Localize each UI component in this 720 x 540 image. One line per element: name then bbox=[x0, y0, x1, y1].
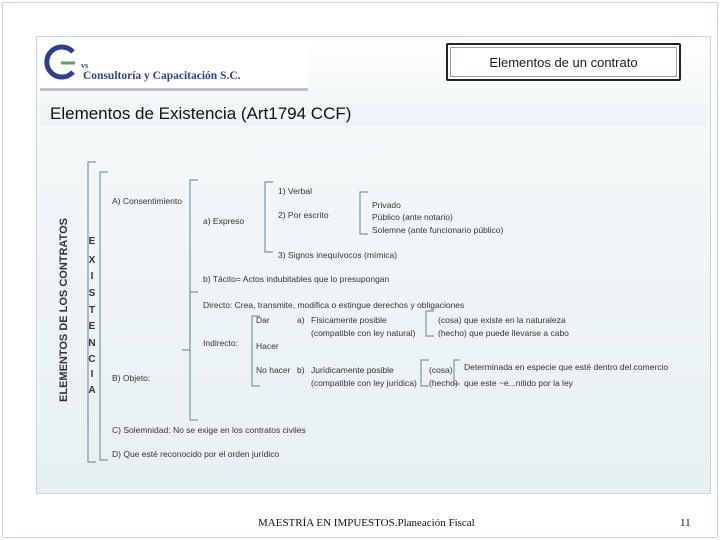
label-objeto: B) Objeto: bbox=[112, 373, 151, 383]
logo-company-name: Consultoría y Capacitación S.C. bbox=[83, 70, 241, 82]
letter-s: S bbox=[88, 288, 96, 299]
label-reconocido: D) Que esté reconocido por el orden jurídico bbox=[112, 449, 280, 459]
label-no-hacer: No hacer bbox=[256, 365, 291, 375]
label-solemne: Solemne (ante funcionario público) bbox=[372, 225, 504, 235]
bracket-main bbox=[100, 172, 108, 460]
footer-text: MAESTRÍA EN IMPUESTOS.Planeación Fiscal bbox=[258, 517, 475, 529]
logo-small-text: vs bbox=[81, 61, 89, 70]
label-dar: Dar bbox=[256, 315, 270, 325]
letter-x: X bbox=[88, 255, 96, 266]
bracket-objeto bbox=[190, 292, 198, 420]
label-consentimiento: A) Consentimiento bbox=[112, 196, 182, 206]
slide-title: Elementos de un contrato bbox=[489, 54, 638, 70]
bracket-indirecto bbox=[252, 316, 260, 386]
bracket-escrito bbox=[360, 192, 368, 234]
label-juridicamente-1: Jurídicamente posible bbox=[311, 365, 394, 375]
existencia-letters bbox=[88, 236, 95, 396]
label-por-escrito: 2) Por escrito bbox=[278, 210, 329, 220]
label-a-mark: a) bbox=[297, 315, 305, 325]
label-cosa-natural-2: (hecho) que puede llevarse a cabo bbox=[438, 328, 569, 338]
letter-a: A bbox=[88, 385, 96, 396]
vertical-title: ELEMENTOS DE LOS CONTRATOS bbox=[58, 218, 70, 402]
label-fisicamente-1: Físicamente posible bbox=[311, 315, 387, 325]
bracket-lines bbox=[88, 162, 460, 462]
label-privado: Privado bbox=[372, 200, 401, 210]
label-cosa: (cosa) bbox=[429, 365, 453, 375]
letter-t: T bbox=[88, 305, 96, 316]
diagram-svg bbox=[40, 140, 704, 484]
label-publico: Público (ante notario) bbox=[372, 212, 453, 222]
company-logo bbox=[40, 42, 308, 91]
label-expreso: a) Expreso bbox=[203, 216, 245, 226]
label-solemnidad: C) Solemnidad: No se exige en los contratos civiles bbox=[112, 425, 306, 435]
label-signos: 3) Signos inequívocos (mímica) bbox=[278, 250, 398, 260]
label-cosa-natural-1: (cosa) que existe en la naturaleza bbox=[438, 315, 566, 325]
label-b-mark: b) bbox=[297, 365, 305, 375]
label-que-este: que este ~e...nitido por la ley bbox=[464, 378, 573, 388]
page-number: 11 bbox=[680, 517, 691, 529]
logo-c-icon bbox=[43, 44, 79, 80]
label-tacito: b) Tácito= Actos indubitables que lo presupongan bbox=[203, 274, 390, 284]
letter-c: C bbox=[88, 354, 96, 365]
bracket-cosa-natural bbox=[426, 311, 434, 336]
section-subtitle: Elementos de Existencia (Art1794 CCF) bbox=[50, 104, 352, 123]
label-directo: Directo: Crea, transmite, modifica o extingue derechos y obligaciones bbox=[203, 300, 465, 310]
slide-title-box bbox=[446, 43, 681, 81]
letter-e2: E bbox=[88, 321, 96, 332]
bracket-expreso bbox=[265, 182, 273, 252]
diagram-labels bbox=[112, 186, 668, 459]
letter-i: I bbox=[90, 271, 94, 282]
label-fisicamente-2: (compatible con ley natural) bbox=[311, 328, 416, 338]
top-band bbox=[3, 3, 717, 36]
bracket-cosa-hecho bbox=[421, 360, 429, 386]
label-juridicamente-2: (compatible con ley jurídica) bbox=[311, 378, 417, 388]
letter-e: E bbox=[88, 236, 96, 247]
label-indirecto: Indirecto: bbox=[203, 338, 238, 348]
letter-i2: I bbox=[90, 369, 94, 380]
label-verbal: 1) Verbal bbox=[278, 186, 313, 196]
letter-n: N bbox=[88, 338, 96, 349]
label-hecho: (hecho) bbox=[429, 378, 458, 388]
label-determinada: Determinada en especie que esté dentro del comercio bbox=[464, 362, 669, 372]
contract-elements-diagram bbox=[40, 140, 704, 484]
label-hacer: Hacer bbox=[256, 341, 279, 351]
